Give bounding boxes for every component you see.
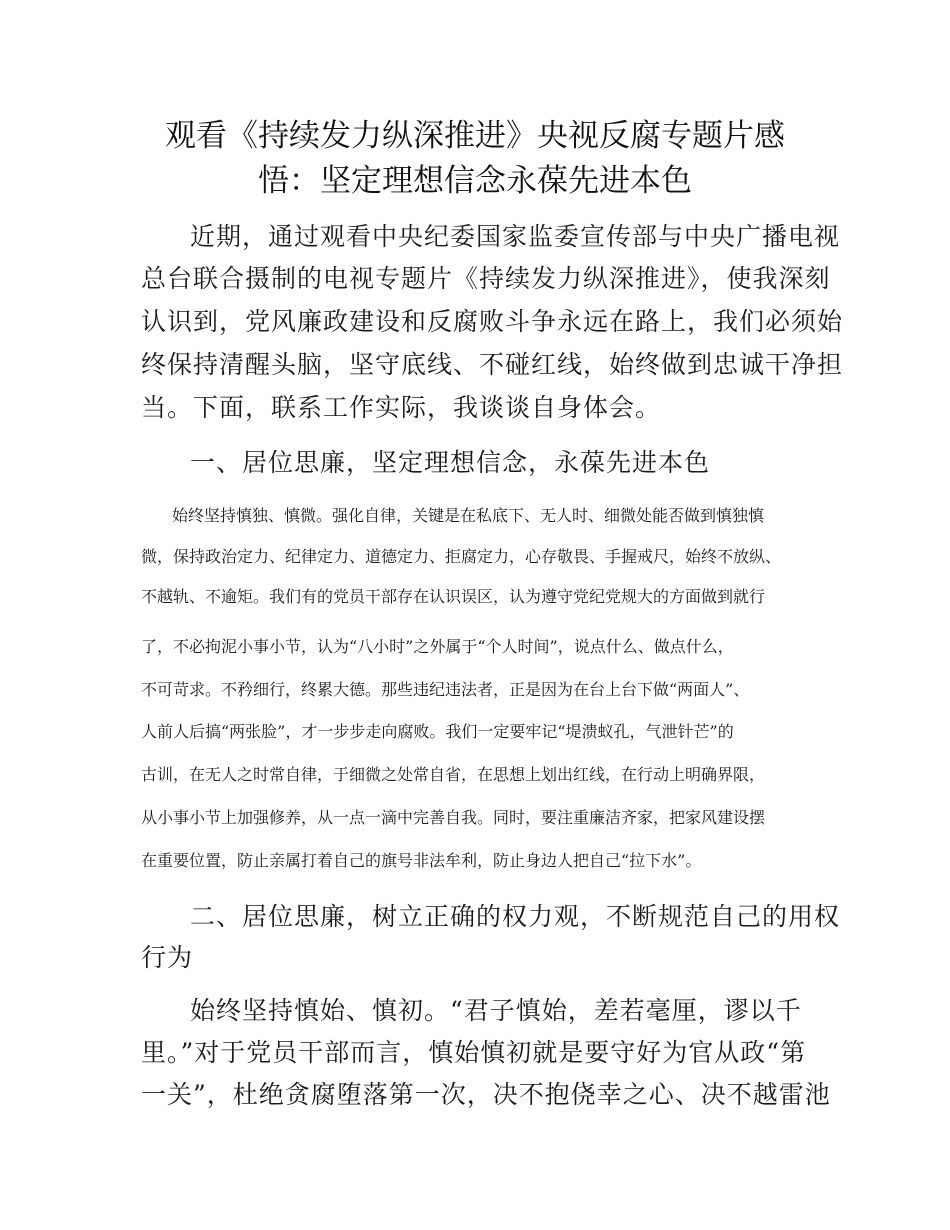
section-1-line-1: 始终坚持慎独、慎微。强化自律，关键是在私底下、无人时、细微处能否做到慎独慎 [172,506,765,525]
intro-line-4: 终保持清醒头脑，坚守底线、不碰红线，始终做到忠诚干净担 [141,350,844,379]
section-1-line-2: 微，保持政治定力、纪律定力、道德定力、拒腐定力，心存敬畏、手握戒尺，始终不放纵、 [141,547,782,566]
section-1-line-6: 人前人后搞“两张脸”，才一步步走向腐败。我们一定要牢记“堤溃蚁孔，气泄针芒”的 [141,722,734,741]
section-2-line-1: 始终坚持慎始、慎初。“君子慎始，差若毫厘，谬以千 [190,996,802,1025]
section-2-heading-line-2: 行为 [141,943,194,972]
section-1-line-3: 不越轨、不逾矩。我们有的党员干部存在认识误区，认为遵守党纪党规大的方面做到就行 [141,587,766,606]
section-1-line-9: 在重要位置，防止亲属打着自己的旗号非法牟利，防止身边人把自己“拉下水”。 [141,851,702,870]
section-2-heading-line-1: 二、居位思廉，树立正确的权力观，不断规范自己的用权 [190,902,841,931]
section-1-line-7: 古训，在无人之时常自律，于细微之处常自省，在思想上划出红线，在行动上明确界限， [141,765,766,784]
intro-line-2: 总台联合摄制的电视专题片《持续发力纵深推进》，使我深刻 [141,264,831,293]
section-1-line-5: 不可苛求。不矜细行，终累大德。那些违纪违法者，正是因为在台上台下做“两面人”、 [141,680,750,699]
section-1-line-4: 了，不必拘泥小事小节，认为“八小时”之外属于“个人时间”，说点什么、做点什么， [141,637,734,656]
intro-line-5: 当。下面，联系工作实际，我谈谈自身体会。 [141,393,662,422]
document-title-line-1: 观看《持续发力纵深推进》央视反腐专题片感 [165,118,785,154]
section-2-line-2: 里。”对于党员干部而言，慎始慎初就是要守好为官从政“第 [141,1038,807,1067]
intro-line-1: 近期，通过观看中央纪委国家监委宣传部与中央广播电视 [190,222,841,251]
section-1-line-8: 从小事小节上加强修养，从一点一滴中完善自我。同时，要注重廉洁齐家，把家风建设摆 [141,808,766,827]
section-1-heading: 一、居位思廉，坚定理想信念，永葆先进本色 [190,448,711,477]
document-title-line-2: 悟：坚定理想信念永葆先进本色 [258,163,692,199]
section-2-line-3: 一关”，杜绝贪腐堕落第一次，决不抱侥幸之心、决不越雷池 [141,1080,831,1109]
intro-line-3: 认识到，党风廉政建设和反腐败斗争永远在路上，我们必须始 [141,307,844,336]
